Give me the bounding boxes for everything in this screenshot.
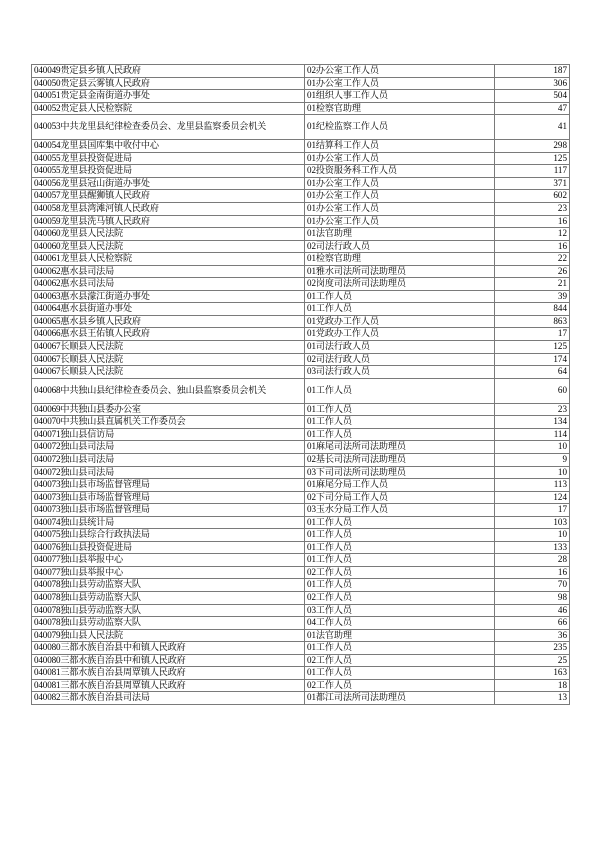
cell-organization: 040068中共独山县纪律检查委员会、独山县监察委员会机关 <box>32 378 305 403</box>
cell-organization: 040062惠水县司法局 <box>32 265 305 278</box>
cell-position: 01麻尾分局工作人员 <box>305 479 495 492</box>
cell-organization: 040070中共独山县直属机关工作委员会 <box>32 416 305 429</box>
table-row <box>32 240 570 253</box>
cell-organization: 040067长顺县人民法院 <box>32 366 305 379</box>
cell-organization: 040073独山县市场监督管理局 <box>32 504 305 517</box>
cell-organization: 040055龙里县投资促进局 <box>32 152 305 165</box>
cell-position: 01工作人员 <box>305 667 495 680</box>
cell-count: 133 <box>495 541 570 554</box>
cell-count: 16 <box>495 215 570 228</box>
cell-organization: 040074独山县统计局 <box>32 516 305 529</box>
cell-organization: 040077独山县举报中心 <box>32 554 305 567</box>
cell-count: 117 <box>495 165 570 178</box>
cell-count: 602 <box>495 190 570 203</box>
cell-position: 01麻尾司法所司法助理员 <box>305 441 495 454</box>
cell-position: 01工作人员 <box>305 428 495 441</box>
cell-position: 01检察官助理 <box>305 253 495 266</box>
cell-organization: 040077独山县举报中心 <box>32 566 305 579</box>
cell-count: 22 <box>495 253 570 266</box>
cell-count: 41 <box>495 115 570 140</box>
cell-organization: 040072独山县司法局 <box>32 466 305 479</box>
table-row <box>32 152 570 165</box>
table-row <box>32 554 570 567</box>
cell-organization: 040078独山县劳动监察大队 <box>32 604 305 617</box>
cell-organization: 040081三都水族自治县周覃镇人民政府 <box>32 679 305 692</box>
cell-position: 01工作人员 <box>305 541 495 554</box>
table-container <box>31 64 569 705</box>
cell-organization: 040073独山县市场监督管理局 <box>32 491 305 504</box>
cell-position: 01工作人员 <box>305 516 495 529</box>
table-row <box>32 504 570 517</box>
cell-organization: 040049贵定县乡镇人民政府 <box>32 65 305 78</box>
cell-organization: 040055龙里县投资促进局 <box>32 165 305 178</box>
cell-position: 01组织人事工作人员 <box>305 90 495 103</box>
cell-position: 01党政办工作人员 <box>305 315 495 328</box>
table-row <box>32 591 570 604</box>
cell-organization: 040078独山县劳动监察大队 <box>32 591 305 604</box>
cell-count: 17 <box>495 328 570 341</box>
cell-count: 23 <box>495 203 570 216</box>
table-row <box>32 617 570 630</box>
table-row <box>32 315 570 328</box>
cell-position: 02办公室工作人员 <box>305 65 495 78</box>
cell-count: 46 <box>495 604 570 617</box>
table-row <box>32 366 570 379</box>
cell-count: 13 <box>495 692 570 705</box>
cell-count: 9 <box>495 453 570 466</box>
table-row <box>32 353 570 366</box>
cell-count: 64 <box>495 366 570 379</box>
table-row <box>32 65 570 78</box>
table-row <box>32 265 570 278</box>
table-row <box>32 253 570 266</box>
cell-count: 17 <box>495 504 570 517</box>
cell-position: 01纪检监察工作人员 <box>305 115 495 140</box>
table-row <box>32 215 570 228</box>
cell-position: 01办公室工作人员 <box>305 77 495 90</box>
cell-count: 10 <box>495 466 570 479</box>
cell-position: 01工作人员 <box>305 554 495 567</box>
cell-count: 28 <box>495 554 570 567</box>
cell-count: 98 <box>495 591 570 604</box>
recruitment-table <box>31 64 570 705</box>
table-row <box>32 516 570 529</box>
cell-organization: 040061龙里县人民检察院 <box>32 253 305 266</box>
table-row <box>32 654 570 667</box>
cell-count: 863 <box>495 315 570 328</box>
table-row <box>32 479 570 492</box>
table-row <box>32 629 570 642</box>
cell-count: 18 <box>495 679 570 692</box>
cell-organization: 040073独山县市场监督管理局 <box>32 479 305 492</box>
table-row <box>32 341 570 354</box>
table-row <box>32 165 570 178</box>
cell-count: 298 <box>495 140 570 153</box>
table-row <box>32 228 570 241</box>
table-row <box>32 491 570 504</box>
cell-count: 23 <box>495 403 570 416</box>
table-row <box>32 667 570 680</box>
cell-organization: 040056龙里县冠山街道办事处 <box>32 177 305 190</box>
cell-organization: 040069中共独山县委办公室 <box>32 403 305 416</box>
cell-organization: 040067长顺县人民法院 <box>32 353 305 366</box>
table-row <box>32 428 570 441</box>
cell-count: 10 <box>495 441 570 454</box>
cell-count: 21 <box>495 278 570 291</box>
cell-position: 02基长司法所司法助理员 <box>305 453 495 466</box>
cell-organization: 040079独山县人民法院 <box>32 629 305 642</box>
cell-position: 01办公室工作人员 <box>305 215 495 228</box>
cell-position: 01工作人员 <box>305 403 495 416</box>
cell-count: 25 <box>495 654 570 667</box>
cell-position: 01办公室工作人员 <box>305 177 495 190</box>
cell-count: 114 <box>495 428 570 441</box>
cell-count: 12 <box>495 228 570 241</box>
cell-position: 01法官助理 <box>305 629 495 642</box>
cell-organization: 040054龙里县国库集中收付中心 <box>32 140 305 153</box>
table-row <box>32 679 570 692</box>
cell-position: 01工作人员 <box>305 642 495 655</box>
cell-position: 02岗度司法所司法助理员 <box>305 278 495 291</box>
table-row <box>32 203 570 216</box>
cell-count: 174 <box>495 353 570 366</box>
cell-organization: 040082三都水族自治县司法局 <box>32 692 305 705</box>
cell-count: 235 <box>495 642 570 655</box>
table-row <box>32 278 570 291</box>
cell-position: 01党政办工作人员 <box>305 328 495 341</box>
cell-count: 16 <box>495 566 570 579</box>
table-row <box>32 378 570 403</box>
cell-count: 134 <box>495 416 570 429</box>
cell-count: 125 <box>495 152 570 165</box>
cell-count: 125 <box>495 341 570 354</box>
cell-count: 16 <box>495 240 570 253</box>
cell-position: 01工作人员 <box>305 529 495 542</box>
cell-position: 02工作人员 <box>305 654 495 667</box>
table-row <box>32 604 570 617</box>
cell-organization: 040078独山县劳动监察大队 <box>32 579 305 592</box>
cell-count: 124 <box>495 491 570 504</box>
table-row <box>32 466 570 479</box>
cell-organization: 040081三都水族自治县周覃镇人民政府 <box>32 667 305 680</box>
cell-position: 02下司分局工作人员 <box>305 491 495 504</box>
cell-organization: 040067长顺县人民法院 <box>32 341 305 354</box>
table-row <box>32 140 570 153</box>
cell-position: 02工作人员 <box>305 566 495 579</box>
table-row <box>32 77 570 90</box>
cell-count: 10 <box>495 529 570 542</box>
cell-position: 02投资服务科工作人员 <box>305 165 495 178</box>
table-row <box>32 579 570 592</box>
cell-count: 70 <box>495 579 570 592</box>
cell-count: 504 <box>495 90 570 103</box>
cell-count: 187 <box>495 65 570 78</box>
table-row <box>32 90 570 103</box>
cell-position: 01雅水司法所司法助理员 <box>305 265 495 278</box>
cell-organization: 040066惠水县王佑镇人民政府 <box>32 328 305 341</box>
cell-position: 01都江司法所司法助理员 <box>305 692 495 705</box>
cell-organization: 040052贵定县人民检察院 <box>32 102 305 115</box>
cell-position: 01办公室工作人员 <box>305 152 495 165</box>
table-row <box>32 566 570 579</box>
table-row <box>32 416 570 429</box>
cell-organization: 040057龙里县醒狮镇人民政府 <box>32 190 305 203</box>
cell-count: 113 <box>495 479 570 492</box>
cell-organization: 040078独山县劳动监察大队 <box>32 617 305 630</box>
table-row <box>32 115 570 140</box>
cell-organization: 040065惠水县乡镇人民政府 <box>32 315 305 328</box>
cell-position: 01工作人员 <box>305 579 495 592</box>
cell-organization: 040071独山县信访局 <box>32 428 305 441</box>
cell-organization: 040050贵定县云雾镇人民政府 <box>32 77 305 90</box>
table-row <box>32 177 570 190</box>
cell-position: 01工作人员 <box>305 303 495 316</box>
cell-count: 103 <box>495 516 570 529</box>
cell-position: 03司法行政人员 <box>305 366 495 379</box>
table-body <box>32 65 570 705</box>
table-row <box>32 290 570 303</box>
cell-position: 02司法行政人员 <box>305 240 495 253</box>
cell-position: 01工作人员 <box>305 378 495 403</box>
table-row <box>32 453 570 466</box>
cell-position: 01结算科工作人员 <box>305 140 495 153</box>
cell-position: 02工作人员 <box>305 591 495 604</box>
cell-organization: 040064惠水县街道办事处 <box>32 303 305 316</box>
cell-organization: 040072独山县司法局 <box>32 441 305 454</box>
cell-organization: 040058龙里县湾滩河镇人民政府 <box>32 203 305 216</box>
cell-organization: 040053中共龙里县纪律检查委员会、龙里县监察委员会机关 <box>32 115 305 140</box>
table-row <box>32 102 570 115</box>
cell-position: 01工作人员 <box>305 416 495 429</box>
cell-position: 04工作人员 <box>305 617 495 630</box>
cell-position: 01办公室工作人员 <box>305 190 495 203</box>
cell-organization: 040060龙里县人民法院 <box>32 228 305 241</box>
cell-position: 01工作人员 <box>305 290 495 303</box>
cell-organization: 040080三都水族自治县中和镇人民政府 <box>32 654 305 667</box>
table-row <box>32 403 570 416</box>
cell-count: 60 <box>495 378 570 403</box>
table-row <box>32 642 570 655</box>
table-row <box>32 303 570 316</box>
cell-organization: 040075独山县综合行政执法局 <box>32 529 305 542</box>
cell-count: 66 <box>495 617 570 630</box>
cell-position: 01办公室工作人员 <box>305 203 495 216</box>
cell-position: 03玉水分局工作人员 <box>305 504 495 517</box>
table-row <box>32 190 570 203</box>
cell-position: 03下司司法所司法助理员 <box>305 466 495 479</box>
cell-position: 01法官助理 <box>305 228 495 241</box>
cell-count: 39 <box>495 290 570 303</box>
cell-position: 02司法行政人员 <box>305 353 495 366</box>
cell-count: 26 <box>495 265 570 278</box>
cell-organization: 040072独山县司法局 <box>32 453 305 466</box>
cell-organization: 040063惠水县濛江街道办事处 <box>32 290 305 303</box>
cell-count: 371 <box>495 177 570 190</box>
cell-organization: 040059龙里县洗马镇人民政府 <box>32 215 305 228</box>
cell-organization: 040080三都水族自治县中和镇人民政府 <box>32 642 305 655</box>
cell-count: 306 <box>495 77 570 90</box>
table-row <box>32 529 570 542</box>
cell-position: 03工作人员 <box>305 604 495 617</box>
cell-count: 36 <box>495 629 570 642</box>
cell-organization: 040062惠水县司法局 <box>32 278 305 291</box>
table-row <box>32 541 570 554</box>
table-row <box>32 441 570 454</box>
cell-position: 01检察官助理 <box>305 102 495 115</box>
cell-organization: 040076独山县投资促进局 <box>32 541 305 554</box>
cell-count: 844 <box>495 303 570 316</box>
cell-count: 163 <box>495 667 570 680</box>
table-row <box>32 328 570 341</box>
cell-organization: 040051贵定县金南街道办事处 <box>32 90 305 103</box>
table-row <box>32 692 570 705</box>
cell-count: 47 <box>495 102 570 115</box>
cell-organization: 040060龙里县人民法院 <box>32 240 305 253</box>
cell-position: 01司法行政人员 <box>305 341 495 354</box>
cell-position: 02工作人员 <box>305 679 495 692</box>
